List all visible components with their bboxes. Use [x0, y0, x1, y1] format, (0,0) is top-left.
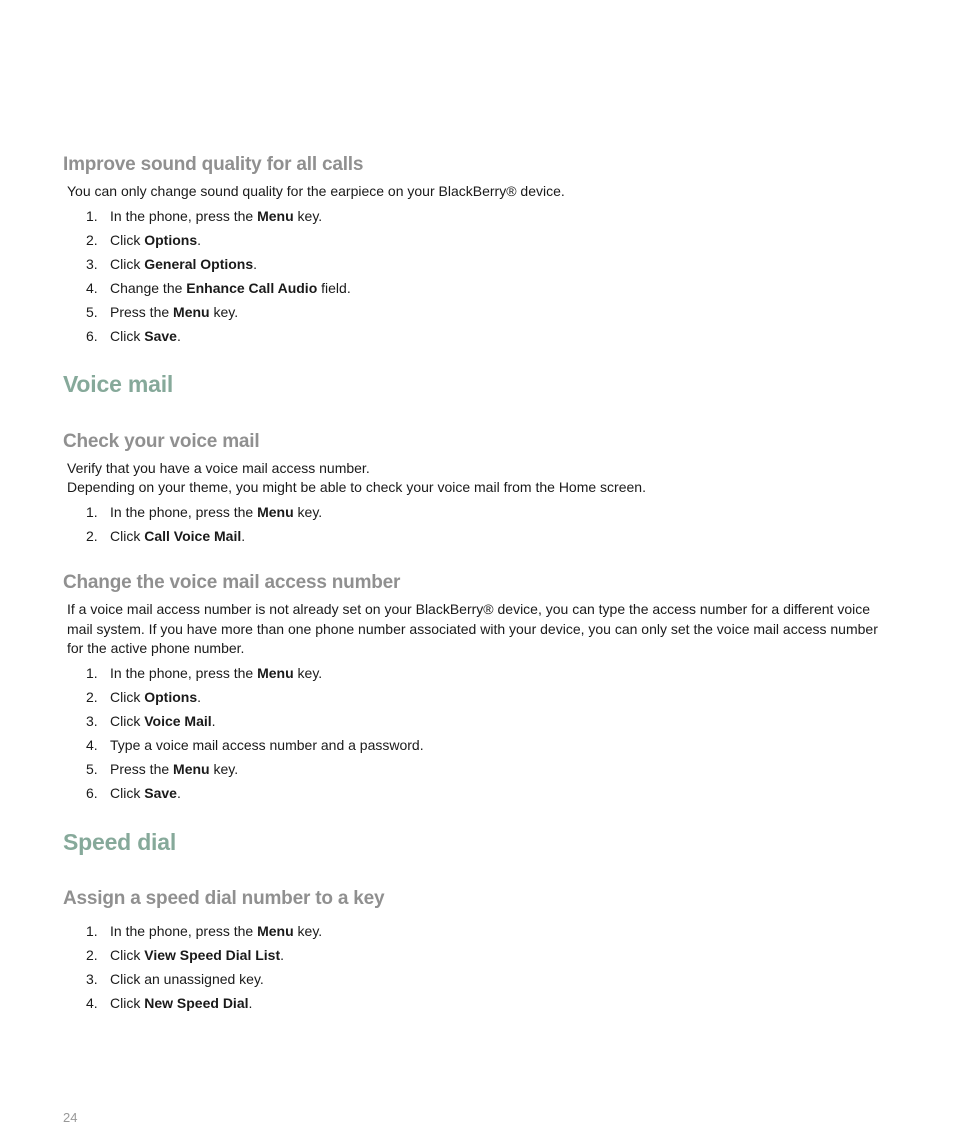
- list-item: [86, 943, 322, 967]
- list-item: [86, 324, 351, 348]
- list-item: [86, 252, 351, 276]
- check-voice-mail-intro-2: Depending on your theme, you might be able to check your voice mail from the Home screen.: [67, 479, 646, 495]
- step-keyword: Menu: [257, 923, 294, 939]
- step-keyword: Save: [144, 328, 177, 344]
- step-text-end: key.: [209, 761, 239, 777]
- list-item: [86, 524, 322, 548]
- step-number: 3.: [86, 256, 98, 272]
- assign-speed-dial-steps: [86, 919, 322, 1015]
- step-keyword: New Speed Dial: [144, 995, 249, 1011]
- step-number: 2.: [86, 947, 98, 963]
- step-text: Click: [110, 713, 145, 729]
- list-item: [86, 685, 424, 709]
- step-keyword: View Speed Dial List: [144, 947, 281, 963]
- step-text-end: .: [211, 713, 216, 729]
- step-keyword: Options: [144, 232, 198, 248]
- step-text-end: key.: [293, 208, 323, 224]
- step-number: 3.: [86, 971, 98, 987]
- step-number: 4.: [86, 737, 98, 753]
- list-item: [86, 204, 351, 228]
- step-number: 5.: [86, 761, 98, 777]
- step-number: 4.: [86, 280, 98, 296]
- list-item: [86, 300, 351, 324]
- step-keyword: Menu: [173, 304, 210, 320]
- step-text: Click: [110, 689, 145, 705]
- step-keyword: Menu: [173, 761, 210, 777]
- step-text: Click: [110, 256, 145, 272]
- step-keyword: Menu: [257, 208, 294, 224]
- step-text: Press the: [110, 304, 174, 320]
- step-text-end: field.: [317, 280, 351, 296]
- check-voice-mail-heading: Check your voice mail: [63, 431, 260, 452]
- step-number: 1.: [86, 923, 98, 939]
- step-number: 4.: [86, 995, 98, 1011]
- step-number: 6.: [86, 785, 98, 801]
- improve-sound-steps: [86, 204, 351, 348]
- step-text: Click: [110, 232, 145, 248]
- list-item: [86, 967, 322, 991]
- list-item: [86, 709, 424, 733]
- improve-sound-intro: You can only change sound quality for the earpiece on your BlackBerry® device.: [67, 183, 565, 199]
- step-number: 2.: [86, 528, 98, 544]
- step-number: 1.: [86, 208, 98, 224]
- step-text: Click: [110, 947, 145, 963]
- step-number: 6.: [86, 328, 98, 344]
- step-keyword: Save: [144, 785, 177, 801]
- check-voice-mail-steps: [86, 500, 322, 548]
- step-text: In the phone, press the: [110, 923, 258, 939]
- step-text-end: .: [176, 328, 181, 344]
- change-voice-mail-steps: [86, 661, 424, 805]
- improve-sound-heading: Improve sound quality for all calls: [63, 154, 364, 175]
- list-item: [86, 276, 351, 300]
- assign-speed-dial-heading: Assign a speed dial number to a key: [63, 888, 385, 909]
- step-text: Click: [110, 785, 145, 801]
- check-voice-mail-intro-1: Verify that you have a voice mail access number.: [67, 460, 370, 476]
- list-item: [86, 500, 322, 524]
- step-text-end: .: [197, 232, 202, 248]
- list-item: [86, 781, 424, 805]
- step-text-end: .: [176, 785, 181, 801]
- step-keyword: Menu: [257, 665, 294, 681]
- speed-dial-section-title: Speed dial: [63, 829, 177, 855]
- step-text: Click an unassigned key.: [110, 971, 264, 987]
- list-item: [86, 661, 424, 685]
- step-text-end: .: [280, 947, 285, 963]
- step-keyword: Enhance Call Audio: [186, 280, 318, 296]
- step-text: In the phone, press the: [110, 208, 258, 224]
- step-text-end: .: [241, 528, 246, 544]
- list-item: [86, 733, 424, 757]
- step-text: Click: [110, 995, 145, 1011]
- step-text-end: key.: [293, 923, 323, 939]
- step-text: Type a voice mail access number and a password.: [110, 737, 424, 753]
- step-text-end: key.: [293, 665, 323, 681]
- step-text-end: .: [248, 995, 253, 1011]
- step-keyword: Call Voice Mail: [144, 528, 242, 544]
- step-text: Click: [110, 528, 145, 544]
- change-voice-mail-heading: Change the voice mail access number: [63, 572, 401, 593]
- step-text: In the phone, press the: [110, 665, 258, 681]
- step-text-end: key.: [209, 304, 239, 320]
- step-number: 1.: [86, 665, 98, 681]
- step-number: 2.: [86, 689, 98, 705]
- list-item: [86, 757, 424, 781]
- step-keyword: Voice Mail: [144, 713, 212, 729]
- list-item: [86, 228, 351, 252]
- step-text: Click: [110, 328, 145, 344]
- page-number: 24: [63, 1110, 78, 1125]
- step-number: 1.: [86, 504, 98, 520]
- step-text: Change the: [110, 280, 187, 296]
- step-keyword: Options: [144, 689, 198, 705]
- list-item: [86, 919, 322, 943]
- change-voice-mail-intro: If a voice mail access number is not already set on your BlackBerry® device, you can type the access number for a different voice mail system. If you have more than one phone number associated with your device, you can only set the voice mail access number for the active phone number.: [67, 601, 878, 656]
- step-number: 3.: [86, 713, 98, 729]
- step-keyword: Menu: [257, 504, 294, 520]
- step-number: 2.: [86, 232, 98, 248]
- step-text: Press the: [110, 761, 174, 777]
- step-text-end: key.: [293, 504, 323, 520]
- list-item: [86, 991, 322, 1015]
- voice-mail-section-title: Voice mail: [63, 371, 174, 397]
- step-keyword: General Options: [144, 256, 254, 272]
- step-number: 5.: [86, 304, 98, 320]
- step-text: In the phone, press the: [110, 504, 258, 520]
- step-text-end: .: [197, 689, 202, 705]
- step-text-end: .: [253, 256, 258, 272]
